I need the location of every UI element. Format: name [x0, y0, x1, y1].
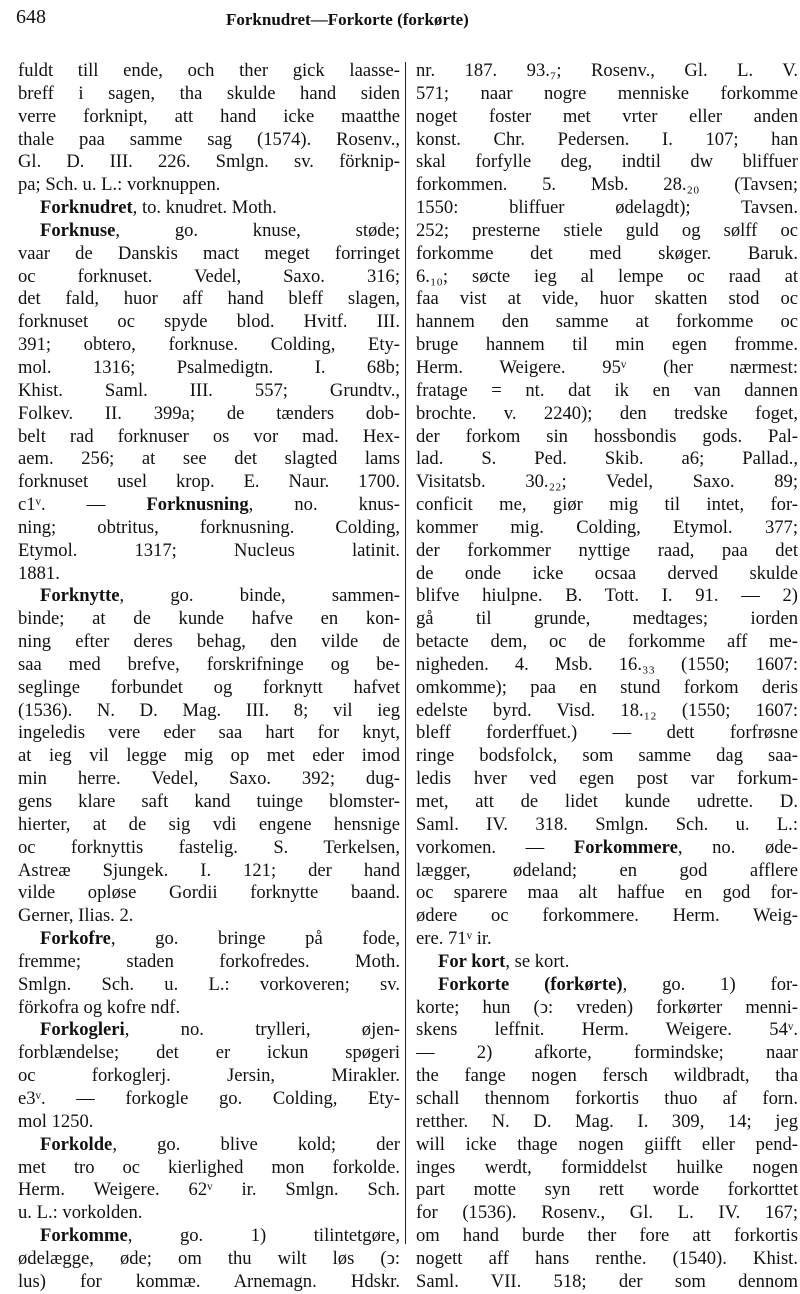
entry-text: Herm. Weigere. 95ᵛ (her nærmest: — [416, 356, 798, 378]
entry-text: part motte syn rett worde forkorttet — [416, 1179, 798, 1201]
entry-text: ning; obtritus, forknusning. Colding, — [18, 516, 400, 538]
entry-text: de onde icke ocsaa derved skulde — [416, 562, 798, 584]
text-line — [416, 837, 798, 860]
entry-text: ødelægge, øde; om thu wilt løs (ↄ: — [18, 1247, 400, 1269]
entry-text: met, att de lidet kunde udrette. D. — [416, 791, 798, 812]
entry-text: , to. knudret. Moth. — [132, 197, 277, 219]
entry-text: lægger, ødeland; en god afflere — [416, 859, 798, 881]
headword: Forknusning — [146, 494, 249, 516]
text-line — [416, 677, 798, 700]
text-line — [18, 197, 400, 220]
text-line — [416, 174, 798, 197]
text-line — [416, 974, 798, 997]
entry-text: om hand burde ther fore att forkortis — [416, 1225, 798, 1247]
text-line — [416, 585, 798, 608]
text-line — [416, 1179, 798, 1202]
entry-text: met tro oc kierlighed mon forkolde. — [18, 1156, 400, 1178]
entry-text: binde; at de kunde hafve en kon- — [18, 608, 400, 630]
entry-text: 6.₁₀; søcte ieg al lempe oc raad at — [416, 265, 798, 287]
page-number: 648 — [16, 6, 46, 28]
entry-text: edelste byrd. Visd. 18.₁₂ (1550; 1607: — [416, 699, 798, 721]
headword: Forkommere — [573, 836, 678, 858]
entry-text: aem. 256; at see det slagted lams — [18, 448, 400, 470]
text-line — [416, 654, 798, 677]
text-line — [18, 585, 400, 608]
text-line — [416, 860, 798, 883]
entry-text: 571; naar nogre menniske forkomme — [416, 82, 798, 104]
entry-text: belt rad forknuser os vor mad. Hex- — [18, 425, 400, 447]
text-line — [416, 357, 798, 380]
text-line — [416, 1157, 798, 1180]
text-line — [18, 311, 400, 334]
entry-text: ødere oc forkommere. Herm. Weig- — [416, 905, 798, 927]
entry-text: der forkommer nyttige raad, paa det — [416, 539, 798, 561]
text-line — [18, 1179, 400, 1202]
entry-text: nogett aff hans renthe. (1540). Khist. — [416, 1247, 798, 1269]
entry-text: e3ᵛ. — forkogle go. Colding, Ety- — [18, 1087, 400, 1109]
entry-text: Gl. D. III. 226. Smlgn. sv. förknip- — [18, 151, 400, 173]
entry-text: blifve hiulpne. B. Tott. I. 91. — 2) — [416, 585, 798, 607]
headword: Forkogleri — [40, 1019, 125, 1041]
text-line — [416, 997, 798, 1020]
entry-text: , go. blive kold; der — [112, 1133, 400, 1155]
entry-text: gens klare saft kand tuinge blomster- — [18, 791, 400, 812]
text-line — [18, 928, 400, 951]
entry-text: forkommen. 5. Msb. 28.₂₀ (Tavsen; — [416, 174, 798, 196]
entry-text: ledis hver ved egen post var forkum- — [416, 768, 798, 790]
entry-text: Folkev. II. 399a; de tænders dob- — [18, 402, 400, 424]
text-line — [416, 791, 798, 814]
text-line — [18, 1134, 400, 1157]
entry-text: saa med brefve, forskrifninge og be- — [18, 653, 400, 675]
text-line — [18, 403, 400, 426]
entry-text: konst. Chr. Pedersen. I. 107; han — [416, 128, 798, 150]
text-line — [18, 1065, 400, 1088]
entry-text: skal forfylle deg, indtil dw bliffuer — [416, 151, 798, 173]
text-line — [416, 882, 798, 905]
entry-text: inges werdt, formiddelst huilke nogen — [416, 1156, 798, 1178]
entry-text: breff i sagen, tha skulde hand siden — [18, 82, 400, 104]
text-line — [18, 448, 400, 471]
entry-text: förkofra og kofre ndf. — [18, 996, 181, 1018]
entry-text: der forkom sin hossbondis gods. Pal- — [416, 425, 798, 447]
entry-text: , go. 1) for- — [622, 973, 798, 995]
entry-text: 391; obtero, forknuse. Colding, Ety- — [18, 334, 400, 356]
text-line — [416, 814, 798, 837]
text-line — [416, 83, 798, 106]
text-line — [18, 357, 400, 380]
text-line — [416, 1248, 798, 1271]
entry-text: kommer mig. Colding, Etymol. 377; — [416, 516, 798, 538]
text-line — [18, 1042, 400, 1065]
entry-text: , no. knus- — [248, 494, 400, 516]
text-line — [18, 768, 400, 791]
text-line — [416, 1271, 798, 1294]
text-line — [416, 563, 798, 586]
entry-text: seglinge forbundet og forknytt hafvet — [18, 676, 400, 698]
headword: Forknudret — [40, 197, 133, 219]
text-line — [18, 677, 400, 700]
entry-text: Saml. VII. 518; der som dennom — [416, 1270, 798, 1292]
text-line — [416, 517, 798, 540]
text-line — [416, 106, 798, 129]
entry-text: , go. knuse, støde; — [115, 219, 400, 241]
text-line — [18, 563, 400, 586]
headword: Forkolde — [40, 1133, 113, 1155]
text-line — [18, 791, 400, 814]
text-line — [416, 403, 798, 426]
entry-text: hierter, at de sig vdi engene hensnige — [18, 813, 400, 835]
text-line — [18, 426, 400, 449]
text-line — [18, 83, 400, 106]
entry-text: bleff forderffuet.) — dett forfrøsne — [416, 722, 798, 744]
entry-text: Visitatsb. 30.₂₂; Vedel, Saxo. 89; — [416, 471, 798, 493]
column-divider — [405, 62, 406, 1244]
text-line — [416, 1111, 798, 1134]
entry-text: Gerner, Ilias. 2. — [18, 905, 134, 927]
text-line — [416, 1134, 798, 1157]
text-line — [416, 1019, 798, 1042]
entry-text: nigheden. 4. Msb. 16.₃₃ (1550; 1607: — [416, 653, 798, 675]
entry-text: forkomme det med skøger. Baruk. — [416, 242, 798, 264]
text-line — [18, 745, 400, 768]
text-line — [18, 860, 400, 883]
entry-text: — 2) afkorte, formindske; naar — [416, 1042, 798, 1064]
entry-text: forknuset oc spyde blod. Hvitf. III. — [18, 311, 400, 333]
text-line — [18, 997, 400, 1020]
entry-text: schall thennom forkortis thuo af forn. — [416, 1087, 798, 1109]
text-line — [18, 288, 400, 311]
text-line — [18, 1202, 400, 1225]
text-line — [416, 722, 798, 745]
page-header — [16, 6, 784, 38]
entry-text: , go. binde, sammen- — [119, 585, 400, 607]
text-line — [18, 1157, 400, 1180]
text-line — [18, 517, 400, 540]
text-line — [416, 426, 798, 449]
entry-text: Astreæ Sjungek. I. 121; der hand — [18, 859, 400, 881]
entry-text: vorkomen. — — [416, 836, 574, 858]
entry-text: , go. bringe på fode, — [110, 928, 400, 950]
entry-text: mol. 1316; Psalmedigtn. I. 68b; — [18, 356, 400, 378]
text-line — [18, 1088, 400, 1111]
entry-text: c1ᵛ. — — [18, 494, 147, 516]
text-line — [416, 608, 798, 631]
entry-text: at ieg vil legge mig op met eder imod — [18, 745, 400, 767]
entry-text: , no. trylleri, øjen- — [124, 1019, 400, 1041]
entry-text: omkomme); paa en stund forkom deris — [416, 676, 798, 698]
entry-text: oc sparere maa alt haffue en god for- — [416, 882, 798, 904]
entry-text: oc forknuset. Vedel, Saxo. 316; — [18, 265, 400, 287]
entry-text: Khist. Saml. III. 557; Grundtv., — [18, 379, 400, 401]
text-line — [18, 60, 400, 83]
running-head: Forknudret—Forkorte (forkørte) — [226, 10, 469, 29]
entry-text: , go. 1) tilintetgøre, — [127, 1225, 400, 1247]
entry-text: noget foster met vrter eller anden — [416, 105, 798, 127]
text-line — [18, 722, 400, 745]
headword: Forkorte (forkørte) — [438, 973, 623, 995]
entry-text: thale paa samme sag (1574). Rosenv., — [18, 128, 400, 150]
text-line — [416, 1225, 798, 1248]
text-line — [18, 266, 400, 289]
entry-text: brochte. v. 2240); den tredske foget, — [416, 402, 798, 424]
text-line — [18, 905, 400, 928]
entry-text: verre forknipt, att hand icke maatthe — [18, 105, 400, 127]
text-line — [416, 1202, 798, 1225]
text-line — [18, 106, 400, 129]
text-line — [18, 220, 400, 243]
text-line — [416, 905, 798, 928]
text-line — [18, 334, 400, 357]
text-line — [18, 380, 400, 403]
text-line — [18, 700, 400, 723]
text-line — [18, 837, 400, 860]
text-line — [416, 1088, 798, 1111]
text-line — [416, 380, 798, 403]
entry-text: vilde opløse Gordii forknytte baand. — [18, 882, 400, 904]
entry-text: retther. N. D. Mag. I. 309, 14; jeg — [416, 1110, 798, 1132]
text-line — [416, 494, 798, 517]
text-line — [18, 974, 400, 997]
entry-text: pa; Sch. u. L.: vorknuppen. — [18, 174, 221, 196]
headword: For kort — [438, 950, 506, 972]
text-line — [416, 243, 798, 266]
entry-text: betacte dem, oc de forkomme aff me- — [416, 631, 798, 653]
entry-text: the fange nogen fersch wildbradt, tha — [416, 1065, 798, 1087]
entry-text: ringe bodsfolck, som samme dag saa- — [416, 745, 798, 767]
entry-text: gå til grunde, medtages; iorden — [416, 608, 798, 630]
text-line — [416, 631, 798, 654]
text-line — [18, 1225, 400, 1248]
entry-text: forblændelse; det er ickun spøgeri — [18, 1042, 400, 1064]
text-line — [18, 1248, 400, 1271]
entry-text: 1881. — [18, 562, 60, 584]
text-line — [18, 882, 400, 905]
text-line — [416, 1065, 798, 1088]
entry-text: skens leffnit. Herm. Weigere. 54ᵛ. — [416, 1019, 798, 1041]
entry-text: fuldt till ende, och ther gick laasse- — [18, 60, 400, 81]
entry-text: lus) for kommæ. Arnemagn. Hdskr. — [18, 1270, 400, 1292]
entry-text: forknuset usel krop. E. Naur. 1700. — [18, 471, 400, 493]
text-line — [18, 1271, 400, 1294]
entry-text: fratage = nt. dat ik en van dannen — [416, 379, 798, 401]
text-line — [416, 928, 798, 951]
entry-text: 1550: bliffuer ødelagdt); Tavsen. — [416, 197, 798, 219]
entry-text: min herre. Vedel, Saxo. 392; dug- — [18, 768, 400, 790]
entry-text: conficit me, giør mig til intet, for- — [416, 494, 798, 516]
entry-text: faa vist at vide, huor skatten stod oc — [416, 288, 798, 310]
text-line — [416, 700, 798, 723]
text-line — [416, 471, 798, 494]
headword: Forknuse — [40, 219, 116, 241]
entry-text: Herm. Weigere. 62ᵛ ir. Smlgn. Sch. — [18, 1179, 400, 1201]
entry-text: vaar de Danskis mact meget forringet — [18, 242, 400, 264]
text-line — [416, 311, 798, 334]
text-line — [18, 951, 400, 974]
entry-text: , no. øde- — [677, 836, 798, 858]
text-line — [416, 288, 798, 311]
entry-text: mol 1250. — [18, 1110, 94, 1132]
headword: Forknytte — [40, 585, 120, 607]
entry-text: ere. 71ᵛ ir. — [416, 928, 492, 950]
entry-text: will icke thage nogen giifft eller pend- — [416, 1133, 798, 1155]
left-column — [18, 60, 400, 1294]
headword: Forkofre — [40, 928, 111, 950]
entry-text: ning efter deres behag, den vilde de — [18, 631, 400, 653]
text-line — [416, 266, 798, 289]
text-line — [416, 745, 798, 768]
entry-text: fremme; staden forkofredes. Moth. — [18, 950, 400, 972]
entry-text: bruge hannem til min egen fromme. — [416, 334, 798, 356]
text-line — [18, 1111, 400, 1134]
headword: Forkomme — [40, 1225, 128, 1247]
text-line — [18, 129, 400, 152]
text-line — [18, 174, 400, 197]
entry-text: for (1536). Rosenv., Gl. L. IV. 167; — [416, 1202, 798, 1224]
entry-text: Saml. IV. 318. Smlgn. Sch. u. L.: — [416, 813, 798, 835]
text-line — [18, 654, 400, 677]
entry-text: det fald, huor aff hand bleff slagen, — [18, 288, 400, 310]
text-line — [18, 814, 400, 837]
entry-text: korte; hun (ↄ: vreden) forkørter menni- — [416, 996, 798, 1018]
text-line — [416, 129, 798, 152]
text-line — [416, 951, 798, 974]
entry-text: 252; presterne stiele guld og sølff oc — [416, 219, 798, 241]
text-line — [18, 608, 400, 631]
text-line — [416, 220, 798, 243]
entry-text: nr. 187. 93.₇; Rosenv., Gl. L. V. — [416, 60, 798, 81]
entry-text: oc forknyttis fastelig. S. Terkelsen, — [18, 836, 400, 858]
entry-text: oc forkoglerj. Jersin, Mirakler. — [18, 1065, 400, 1087]
text-line — [416, 448, 798, 471]
text-line — [416, 334, 798, 357]
text-line — [416, 197, 798, 220]
text-line — [18, 243, 400, 266]
text-line — [18, 631, 400, 654]
text-line — [18, 471, 400, 494]
text-line — [416, 151, 798, 174]
entry-text: u. L.: vorkolden. — [18, 1202, 143, 1224]
text-line — [416, 60, 798, 83]
text-line — [416, 1042, 798, 1065]
entry-text: lad. S. Ped. Skib. a6; Pallad., — [416, 448, 798, 470]
text-line — [416, 768, 798, 791]
entry-text: (1536). N. D. Mag. III. 8; vil ieg — [18, 699, 400, 721]
text-line — [18, 494, 400, 517]
right-column — [416, 60, 798, 1294]
entry-text: ingeledis vere eder saa hart for knyt, — [18, 722, 400, 744]
entry-text: , se kort. — [505, 950, 570, 972]
entry-text: Etymol. 1317; Nucleus latinit. — [18, 539, 400, 561]
text-line — [18, 1019, 400, 1042]
text-line — [18, 540, 400, 563]
text-line — [18, 151, 400, 174]
entry-text: Smlgn. Sch. u. L.: vorkoveren; sv. — [18, 973, 400, 995]
entry-text: hannem den samme at forkomme oc — [416, 311, 798, 333]
text-line — [416, 540, 798, 563]
